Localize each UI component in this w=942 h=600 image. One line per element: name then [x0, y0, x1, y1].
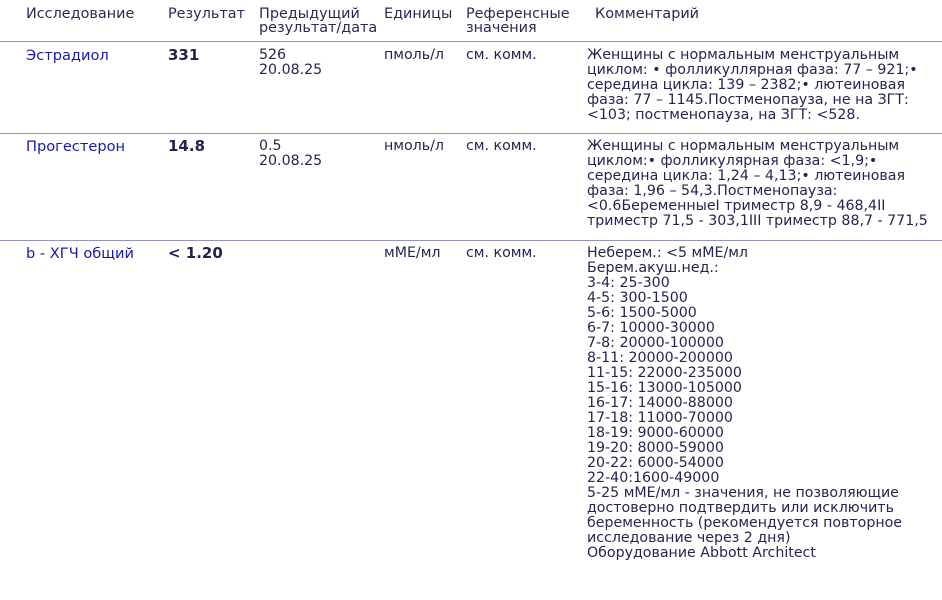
table-row-estradiol	[0, 48, 942, 133]
comment-line: 8-11: 20000-200000	[587, 350, 733, 366]
comment-line: 5-6: 1500-5000	[587, 305, 697, 321]
header-reference-line1: Референсные	[466, 6, 570, 22]
header-comment: Комментарий	[595, 6, 700, 22]
header-study: Исследование	[26, 6, 135, 22]
comment-line: середина цикла: 1,24 – 4,13;• лютеиновая	[587, 168, 905, 184]
comment-line: 5-25 мМЕ/мл - значения, не позволяющие	[587, 485, 899, 501]
header-previous-line2: результат/дата	[259, 20, 378, 36]
comment-line: 19-20: 8000-59000	[587, 440, 724, 456]
comment	[587, 48, 942, 123]
comment-line: циклом: • фолликуллярная фаза: 77 – 921;•	[587, 62, 918, 78]
units: мМЕ/мл	[384, 245, 441, 261]
comment-line: 15-16: 13000-105000	[587, 380, 742, 396]
comment-line: <103; постменопауза, на ЗГТ: <528.	[587, 107, 860, 123]
table-row-progesterone	[0, 139, 942, 239]
header-reference-line2: значения	[466, 20, 537, 36]
divider	[0, 240, 942, 241]
result-value: < 1.20	[168, 244, 223, 262]
comment-line: 22-40:1600-49000	[587, 470, 720, 486]
reference-values: см. комм.	[466, 245, 537, 261]
units: пмоль/л	[384, 47, 444, 63]
comment-line: 7-8: 20000-100000	[587, 335, 724, 351]
comment-line: 4-5: 300-1500	[587, 290, 688, 306]
header-previous	[259, 7, 377, 35]
comment-line: Неберем.: <5 мМЕ/мл	[587, 246, 748, 261]
comment-line: Женщины с нормальным менструальным	[587, 139, 900, 154]
table-header	[0, 7, 942, 39]
comment-line: <0.6БеременныеI триместр 8,9 - 468,4II	[587, 198, 886, 214]
result-value: 14.8	[168, 137, 206, 155]
study-name: Эстрадиол	[26, 47, 109, 64]
comment-line: исследование через 2 дня)	[587, 530, 791, 546]
comment-line: Оборудование Abbott Architect	[587, 545, 816, 561]
comment	[587, 139, 942, 229]
previous-date: 20.08.25	[259, 62, 323, 78]
comment-line: 18-19: 9000-60000	[587, 425, 724, 441]
previous-result	[259, 48, 322, 78]
comment-line: беременность (рекомендуется повторное	[587, 515, 903, 531]
reference-values: см. комм.	[466, 47, 537, 63]
header-units: Единицы	[384, 6, 453, 22]
comment-line: 6-7: 10000-30000	[587, 320, 715, 336]
header-reference	[466, 7, 570, 35]
previous-value: 0.5	[259, 138, 282, 154]
study-name: b - ХГЧ общий	[26, 245, 134, 262]
previous-date: 20.08.25	[259, 153, 323, 169]
comment-line: Берем.акуш.нед.:	[587, 260, 719, 276]
comment-line: 11-15: 22000-235000	[587, 365, 742, 381]
comment-line: триместр 71,5 - 303,1III триместр 88,7 - 771,5	[587, 213, 928, 229]
comment-line: фаза: 1,96 – 54,3.Постменопауза:	[587, 183, 838, 199]
header-previous-line1: Предыдущий	[259, 6, 360, 22]
comment-line: 17-18: 11000-70000	[587, 410, 733, 426]
header-result: Результат	[168, 6, 245, 22]
comment-line: циклом:• фолликулярная фаза: <1,9;•	[587, 153, 878, 169]
divider	[0, 133, 942, 134]
comment-line: фаза: 77 – 1145.Постменопауза, не на ЗГТ:	[587, 92, 909, 108]
comment-line: середина цикла: 139 – 2382;• лютеиновая	[587, 77, 905, 93]
previous-value: 526	[259, 47, 287, 63]
comment	[587, 246, 942, 561]
comment-line: достоверно подтвердить или исключить	[587, 500, 894, 516]
units: нмоль/л	[384, 138, 444, 154]
comment-line: 20-22: 6000-54000	[587, 455, 724, 471]
table-row-hcg	[0, 246, 942, 600]
comment-line: 16-17: 14000-88000	[587, 395, 733, 411]
previous-result	[259, 139, 322, 169]
divider	[0, 41, 942, 42]
study-name: Прогестерон	[26, 138, 126, 155]
comment-line: Женщины с нормальным менструальным	[587, 48, 900, 63]
result-value: 331	[168, 46, 200, 64]
reference-values: см. комм.	[466, 138, 537, 154]
comment-line: 3-4: 25-300	[587, 275, 670, 291]
